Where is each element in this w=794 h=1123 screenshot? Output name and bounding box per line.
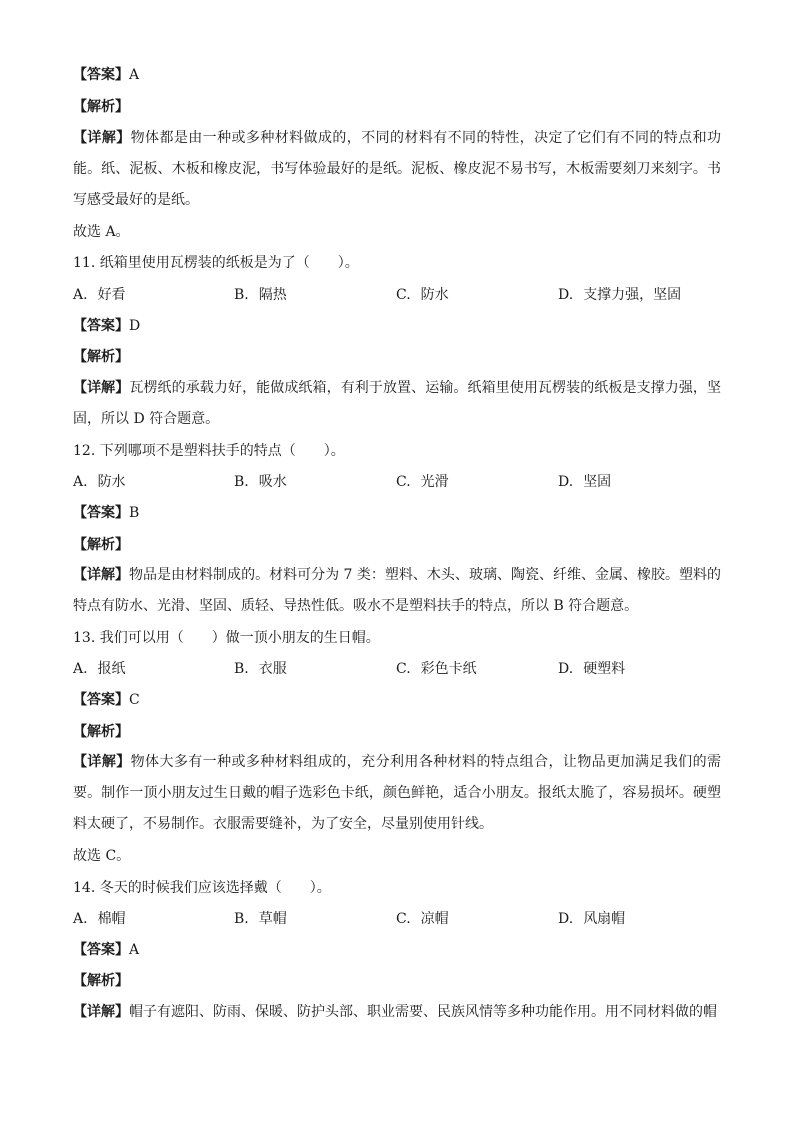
answer-line (73, 503, 723, 523)
answer-value: A (129, 942, 140, 958)
detail-text: 瓦楞纸的承载力好，能做成纸箱，有利于放置、运输。纸箱里使用瓦楞装的纸板是支撑力强，坚固，所以 D 符合题意。 (73, 380, 722, 427)
answer-line (73, 65, 723, 85)
detail-text: 物品是由材料制成的。材料可分为 7 类：塑料、木头、玻璃、陶瓷、纤维、金属、橡胶。塑料的特点有防水、光滑、坚固、质轻、导热性低。吸水不是塑料扶手的特点，所以 B 符合题意。 (73, 567, 722, 614)
detail-paragraph (73, 373, 721, 435)
option-a: A. 好看 (73, 287, 126, 303)
option-a: A. 棉帽 (73, 911, 126, 927)
option-d: D. 坚固 (558, 474, 612, 490)
option-c: C. 彩色卡纸 (396, 661, 477, 677)
detail-tag: 【详解】 (73, 754, 131, 770)
answer-value: B (129, 505, 140, 521)
detail-paragraph (73, 997, 721, 1028)
question-stem: 11. 纸箱里使用瓦楞装的纸板是为了（ ）。 (73, 255, 359, 271)
analysis-tag: 【解析】 (73, 99, 129, 115)
answer-line (73, 940, 723, 960)
analysis-tag: 【解析】 (73, 973, 129, 989)
detail-tag: 【详解】 (73, 380, 130, 396)
option-a: A. 防水 (73, 474, 126, 490)
detail-paragraph (73, 747, 721, 840)
option-d: D. 风扇帽 (558, 911, 626, 927)
analysis-line (73, 722, 723, 742)
conclusion-line: 故选 A。 (73, 224, 130, 240)
question-stem: 14. 冬天的时候我们应该选择戴（ ）。 (73, 880, 331, 896)
detail-text: 帽子有遮阳、防雨、保暖、防护头部、职业需要、民族风情等多种功能作用。用不同材料做的帽 (129, 1004, 717, 1020)
analysis-line (73, 971, 723, 991)
answer-tag: 【答案】 (73, 942, 129, 958)
answer-tag: 【答案】 (73, 692, 129, 708)
answer-value: A (129, 67, 140, 83)
option-c: C. 凉帽 (396, 911, 449, 927)
analysis-tag: 【解析】 (73, 349, 129, 365)
detail-paragraph (73, 123, 721, 216)
answer-tag: 【答案】 (73, 505, 129, 521)
answer-line (73, 316, 723, 336)
analysis-line (73, 535, 723, 555)
analysis-line (73, 97, 723, 117)
analysis-line (73, 347, 723, 367)
question-stem: 13. 我们可以用（ ）做一顶小朋友的生日帽。 (73, 630, 380, 646)
detail-tag: 【详解】 (73, 130, 131, 146)
analysis-tag: 【解析】 (73, 537, 129, 553)
option-b: B. 草帽 (234, 911, 287, 927)
analysis-tag: 【解析】 (73, 724, 129, 740)
option-c: C. 防水 (396, 287, 449, 303)
option-b: B. 隔热 (234, 287, 287, 303)
option-d: D. 支撑力强，坚固 (558, 287, 682, 303)
conclusion-line: 故选 C。 (73, 848, 131, 864)
question-stem: 12. 下列哪项不是塑料扶手的特点（ ）。 (73, 443, 345, 459)
answer-value: C (129, 692, 140, 708)
detail-text: 物体都是由一种或多种材料做成的，不同的材料有不同的特性，决定了它们有不同的特点和功能。纸、泥板、木板和橡皮泥，书写体验最好的是纸。泥板、橡皮泥不易书写，木板需要刻刀来刻字。书写感受最好的是纸。 (73, 130, 722, 208)
option-b: B. 吸水 (234, 474, 287, 490)
detail-text: 物体大多有一种或多种材料组成的，充分利用各种材料的特点组合，让物品更加满足我们的需要。制作一顶小朋友过生日戴的帽子选彩色卡纸，颜色鲜艳，适合小朋友。报纸太脆了，容易损坏。硬塑料太硬了，不易制作。衣服需要缝补，为了安全，尽量别使用针线。 (73, 754, 722, 832)
detail-tag: 【详解】 (73, 567, 130, 583)
answer-line (73, 690, 723, 710)
answer-tag: 【答案】 (73, 67, 129, 83)
answer-value: D (129, 318, 141, 334)
detail-paragraph (73, 560, 721, 622)
option-c: C. 光滑 (396, 474, 449, 490)
option-b: B. 衣服 (234, 661, 287, 677)
answer-tag: 【答案】 (73, 318, 129, 334)
option-a: A. 报纸 (73, 661, 126, 677)
detail-tag: 【详解】 (73, 1004, 129, 1020)
option-d: D. 硬塑料 (558, 661, 626, 677)
